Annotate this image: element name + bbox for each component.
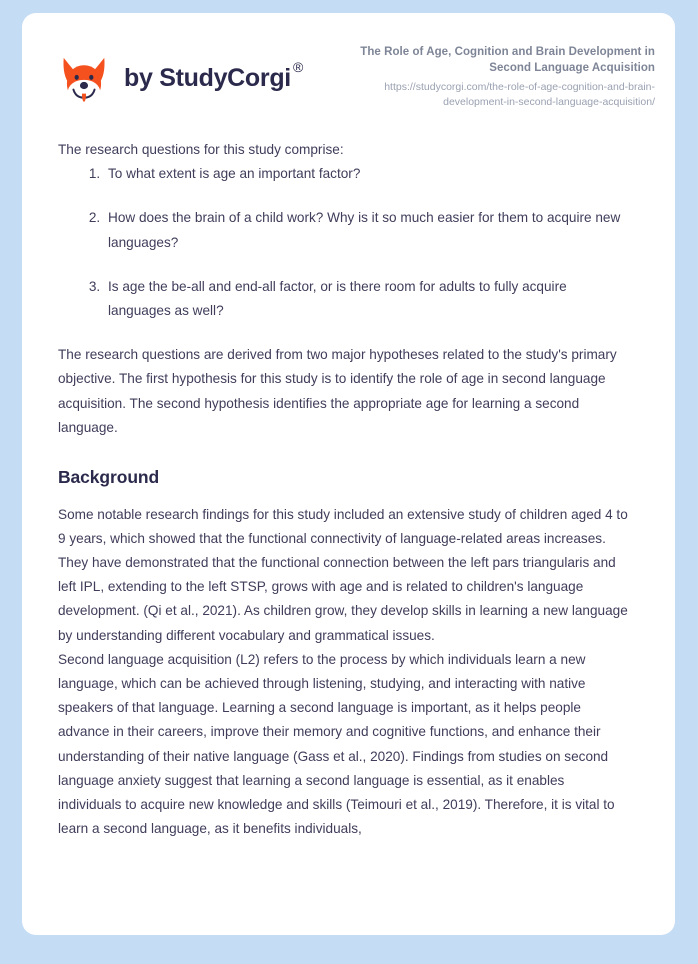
document-source-url: https://studycorgi.com/the-role-of-age-cognition-and-brain-development-in-second-language-acquisition/ <box>384 81 655 109</box>
list-item: 2. How does the brain of a child work? Why is it so much easier for them to acquire new languages? <box>104 206 629 254</box>
brand-wordmark-text: by StudyCorgi <box>124 64 291 92</box>
brand-lockup <box>58 47 301 105</box>
hypotheses-paragraph: The research questions are derived from two major hypotheses related to the study's primary objective. The first hypothesis for this study is to identify the role of age in second language acquisition. The second hypothesis identifies the appropriate age for learning a second language. <box>58 347 617 435</box>
document-page-card <box>22 13 675 935</box>
list-item: 1. To what extent is age an important factor? <box>104 162 629 186</box>
list-item: 3. Is age the be-all and end-all factor, or is there room for adults to fully acquire languages as well? <box>104 275 629 323</box>
document-title: The Role of Age, Cognition and Brain Development in Second Language Acquisition <box>360 45 655 74</box>
brand-wordmark <box>124 59 303 92</box>
registered-trademark-icon: ® <box>292 59 303 75</box>
document-header <box>22 13 675 138</box>
header-meta <box>325 41 655 111</box>
background-paragraph-1: Some notable research findings for this study included an extensive study of children aged 4 to 9 years, which showed that the functional connectivity of language-related areas increases. They have demonstrated that the functional connection between the left pars triangularis and left IPL, extending to the left STSP, grows with age and is related to children's language development. (Qi et al., 2021). As children grow, they develop skills in learning a new language by understanding different vocabulary and grammatical issues. <box>58 506 628 643</box>
research-questions-list <box>58 162 629 323</box>
document-body <box>22 138 675 841</box>
corgi-face-icon <box>58 53 110 105</box>
section-heading-background: Background <box>58 466 160 487</box>
background-paragraph-2: Second language acquisition (L2) refers to the process by which individuals learn a new language, which can be achieved through listening, studying, and interacting with native speakers of that language. Learning a second language is important, as it helps people advance in their careers, improve their memory and cognitive functions, and enhance their understanding of their native language (Gass et al., 2020). Findings from studies on second language anxiety suggest that learning a second language is essential, as it enables individuals to acquire new knowledge and skills (Teimouri et al., 2019). Therefore, it is vital to learn a second language, as it benefits individuals, <box>58 651 615 837</box>
intro-paragraph: The research questions for this study comprise: <box>58 142 344 157</box>
